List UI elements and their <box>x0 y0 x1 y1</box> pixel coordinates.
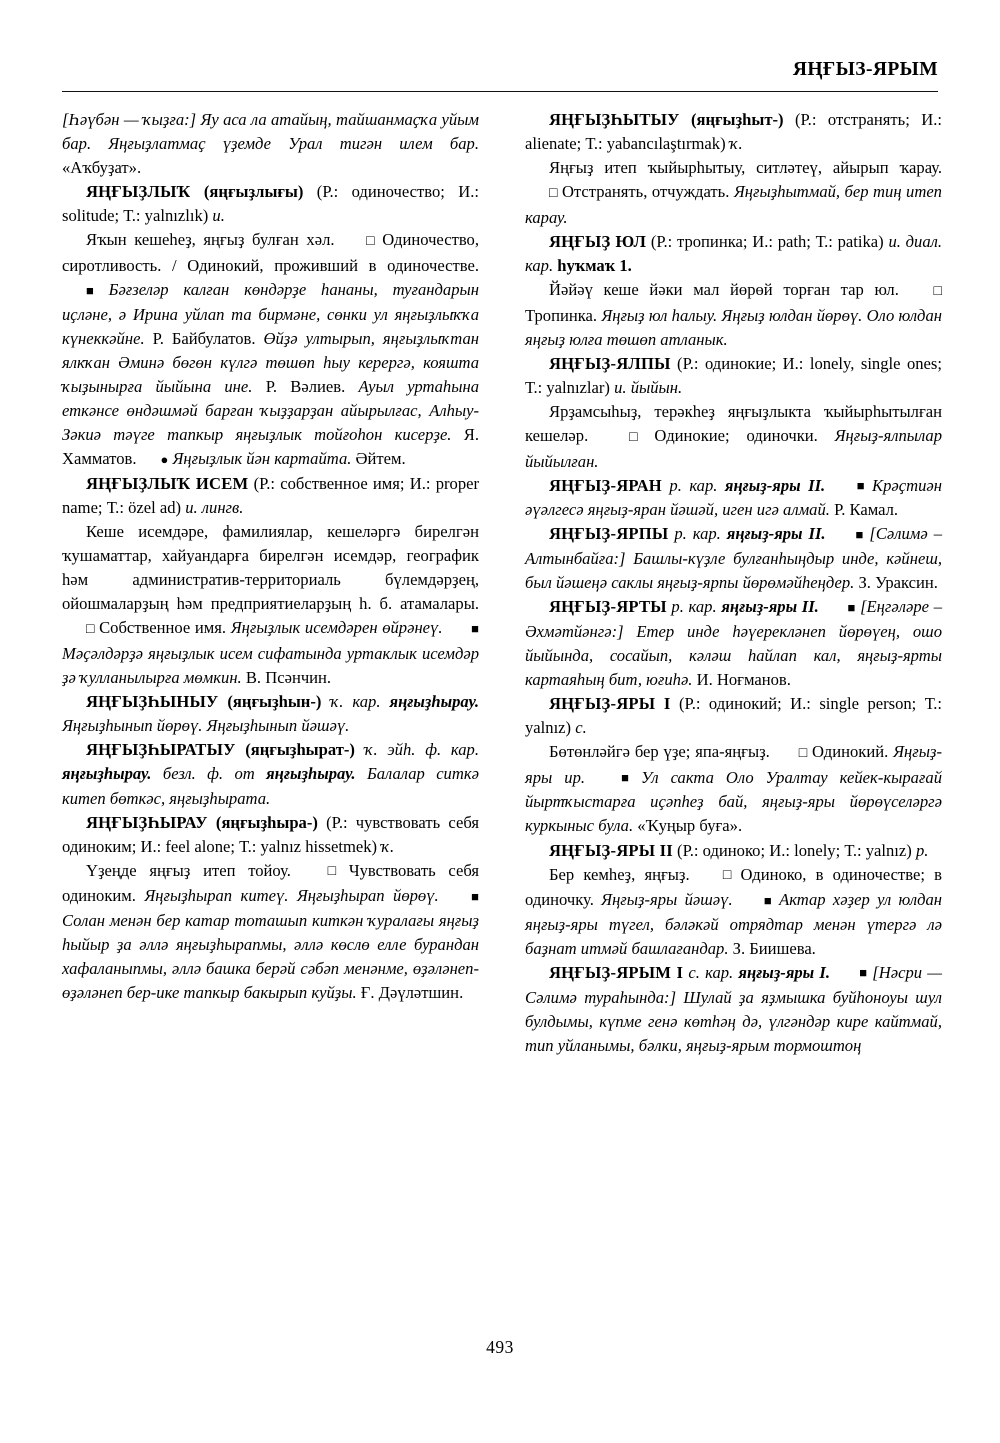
dictionary-entry-headword: ЯҢҒЫҘ-ЯРТЫ р. кар. яңғыҙ-яры II. ■ [Еңгәләре – Әхмәтйәнгә:] Етер инде һәүерекләнеп йөрөүең, ошо йыйында, сосайып, кәләш һайлап кал, яңғыҙ-ярты картаяһың бит, юғиһә. И. Ноғманов. <box>525 597 942 689</box>
dictionary-entry-headword: ЯҢҒЫҘҺЫТЫУ (яңғыҙһыт-) (Р.: отстранять; И.: alienate; Т.: yabancılaştırmak) ҡ. <box>525 110 942 154</box>
page-number: 493 <box>486 1337 514 1357</box>
right-column <box>525 108 942 1323</box>
running-head-rule <box>62 91 938 92</box>
dictionary-entry-sense: Бер кемһеҙ, яңғыҙ. □ Одиноко, в одиночестве; в одиночку. Яңғыҙ-яры йәшәү. ■ Актар хәҙер ул юлдан яңғыҙ-яры түгел, бәләкәй отрядтар менән үтергә лә баҙнат итмәй башлағандар. З. Биишева. <box>525 864 943 958</box>
dictionary-entry-headword: ЯҢҒЫҘЛЫҠ (яңғыҙлығы) (Р.: одиночество; И.: solitude; Т.: yalnızlık) и. <box>62 182 479 226</box>
dictionary-entry-headword: ЯҢҒЫҘҺЫНЫУ (яңғыҙһын-) ҡ. кар. яңғыҙһырау. Яңғыҙһынып йөрөү. Яңғыҙһынып йәшәү. <box>62 692 479 736</box>
dictionary-entry-continuation: [Һәүбән — ҡыҙға:] Яу аса ла атайың, тайшанмаҫҡа уйым бар. Яңғыҙлатмаҫ үҙемде Урал тигән илем бар. «Аҡбуҙат». <box>62 110 479 178</box>
dictionary-entry-headword: ЯҢҒЫҘҺЫРАТЫУ (яңғыҙһырат-) ҡ. эйһ. ф. кар. яңғыҙһырау. безл. ф. от яңғыҙһырау. Балалар ситкә китеп бөткәс, яңғыҙһырата. <box>62 740 479 808</box>
dictionary-entry-headword: ЯҢҒЫҘ-ЯРЫ I (Р.: одинокий; И.: single person; Т.: yalnız) с. <box>525 694 942 738</box>
dictionary-entry-headword: ЯҢҒЫҘ-ЯРЫМ I с. кар. яңғыҙ-яры I. ■ [Нәсри — Сәлимә тураһында:] Шулай ҙа яҙмышка буйһоноуы шул булдымы, күпме генә көтһәң дә, үлгәндәр кире кайтмай, тип уйланымы, бәлки, яңғыҙ-ярым тормоштоң <box>525 962 943 1055</box>
dictionary-entry-headword: ЯҢҒЫҘ-ЯЛПЫ (Р.: одинокие; И.: lonely, single ones; Т.: yalnızlar) и. йыйын. <box>525 353 942 397</box>
dictionary-entry-sense: Бөтөнләйгә бер үҙе; япа-яңғыҙ. □ Одинокий. Яңғыҙ-яры ир. ■ Ул сакта Оло Уралтау кейек-кырағай йыртҡыстарға иҫәпһеҙ бай, яңғыҙ-яры йөрөүселәргә куркыныс була. «Ҡуңыр буға». <box>525 742 943 836</box>
dictionary-entry-sense: Ярҙамсыһыҙ, терәкһеҙ яңғыҙлыкта ҡыйырһытылған кешеләр. □ Одинокие; одиночки. Яңғыҙ-ялпылар йыйылған. <box>525 402 943 471</box>
dictionary-entry-sense: Яңғыҙ итеп ҡыйырһытыу, ситләтеү, айырып ҡарау. □ Отстранять, отчуждать. Яңғыҙһытмай, бер тиң итеп карау. <box>525 158 942 227</box>
dictionary-entry-sense: Кеше исемдәре, фамилиялар, кешеләргә бирелгән ҡушаматтар, хайуандарға бирелгән исемдәр, географик һәм административ-территориаль бүлемдәрҙең, ойошмаларҙың һәм предприятиеларҙың һ. б. атамалары. □ Собственное имя. Яңғыҙлык исемдәрен өйрәнеү. ■ Мәҫәлдәрҙә яңғыҙлык исем сифатында уртаклык исемдәр ҙә ҡулланылырға мөмкин. В. Псәнчин. <box>62 522 479 688</box>
page-top-edge <box>0 0 1000 3</box>
dictionary-entry-sense: Яҡын кешеһеҙ, яңғыҙ булған хәл. □ Одиночество, сиротливость. / Одинокий, проживший в одиночестве. ■ Бәғзеләр калған көндәрҙе һананы, туғандарын иҫләне, ә Ирина уйлап та бирмәне, сөнки ул яңғыҙлыҡҡа күнеккәйне. Р. Байбулатов. Өйҙә ултырып, яңғыҙлыҡтан ялкҡан Әминә бөгөн күлгә төшөп һыу керергә, кояшта ҡыҙынырға йыйына ине. Р. Вәлиев. Ауыл уртаһына еткәнсе өндәшмәй барған ҡыҙҙарҙан айырылғас, Алһыу-Зәкиә тәүге тапкыр яңғыҙлык тойғоһон кисерҙе. Я. Хамматов. ● Яңғыҙлык йән картайта. Әйтем. <box>62 230 479 469</box>
running-head <box>62 58 938 98</box>
left-column <box>62 108 479 1323</box>
dictionary-entry-sense: Үҙеңде яңғыҙ итеп тойоу. □ Чувствовать себя одиноким. Яңғыҙһырап китеү. Яңғыҙһырап йөрөү. ■ Солан менән бер катар тоташып киткән ҡуралағы яңғыҙ һыйыр ҙа әллә яңғыҙһырапмы, әллә көслө елле бурандан хафаланыпмы, әллә башка берәй сәбәп менәнме, өҙәләнеп-өҙәләнеп бер-ике тапкыр бакырып куйҙы. Ғ. Дәүләтшин. <box>62 860 479 1003</box>
dictionary-entry-sense: Йәйәү кеше йәки мал йөрөй торған тар юл. □ Тропинка. Яңғыҙ юл һалыу. Яңғыҙ юлдан йөрөү. Оло юлдан яңғыҙ юлға төшөп атланык. <box>525 280 942 349</box>
dictionary-entry-headword: ЯҢҒЫҘЛЫҠ ИСЕМ (Р.: собственное имя; И.: proper name; Т.: özel ad) и. лингв. <box>62 473 480 517</box>
dictionary-entry-headword: ЯҢҒЫҘҺЫРАУ (яңғыҙһыра-) (Р.: чувствовать себя одиноким; И.: feel alone; Т.: yalnız hissetmek) ҡ. <box>62 812 479 856</box>
dictionary-entry-headword: ЯҢҒЫҘ-ЯРАН р. кар. яңғыҙ-яры II. ■ Крәҫтиән әүәлгесә яңғыҙ-яран йәшәй, иген игә алмай. Р. Камал. <box>525 475 942 520</box>
dictionary-entry-headword: ЯҢҒЫҘ ЮЛ (Р.: тропинка; И.: path; Т.: patika) и. диал. кар. һуҡмаҡ 1. <box>525 231 942 276</box>
running-head-title: ЯҢҒЫЗ-ЯРЫМ <box>792 59 938 80</box>
dictionary-entry-headword: ЯҢҒЫҘ-ЯРПЫ р. кар. яңғыҙ-яры II. ■ [Сәлимә – Алтынбайға:] Башлы-күҙле булғанһыңдыр инде, кәйнеш, был йәшеңә саклы яңғыҙ-ярпы йөрөмәйһеңдер. З. Ураксин. <box>525 524 943 593</box>
text-columns <box>62 108 942 1323</box>
dictionary-entry-headword: ЯҢҒЫҘ-ЯРЫ II (Р.: одиноко; И.: lonely; Т.: yalnız) р. <box>549 840 929 860</box>
